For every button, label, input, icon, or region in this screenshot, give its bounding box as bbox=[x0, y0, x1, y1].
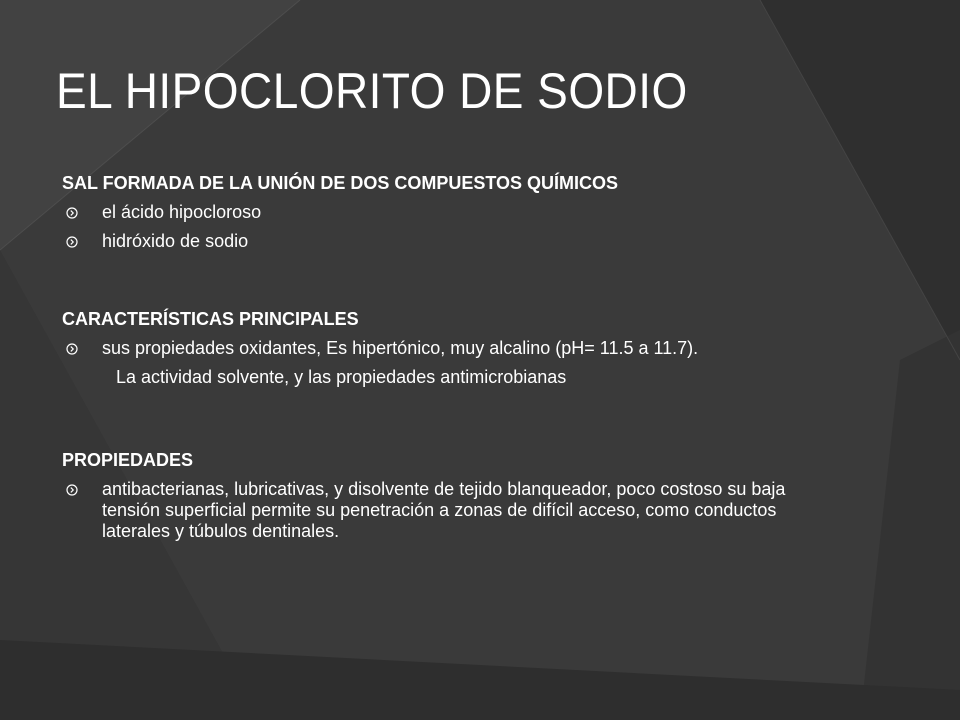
circled-chevron-icon bbox=[66, 236, 78, 248]
bullet-list bbox=[62, 338, 832, 359]
list-item bbox=[62, 479, 832, 542]
bullet-text: sus propiedades oxidantes, Es hipertónico, muy alcalino (pH= 11.5 a 11.7). bbox=[102, 338, 699, 358]
continuation-text: La actividad solvente, y las propiedades antimicrobianas bbox=[116, 367, 567, 387]
circled-chevron-icon bbox=[66, 207, 78, 219]
list-item bbox=[62, 338, 832, 359]
slide-title: EL HIPOCLORITO DE SODIO bbox=[56, 63, 688, 119]
bullet-text: hidróxido de sodio bbox=[102, 231, 249, 251]
slide-content bbox=[62, 172, 832, 542]
bullet-list bbox=[62, 202, 832, 252]
section-heading: SAL FORMADA DE LA UNIÓN DE DOS COMPUESTOS QUÍMICOS bbox=[62, 173, 619, 193]
bullet-text: antibacterianas, lubricativas, y disolvente de tejido blanqueador, poco costoso su baja tensión superficial permite su penetración a zonas de difícil acceso, como conductos laterales y túbulos dentinales. bbox=[102, 479, 786, 541]
list-item bbox=[62, 202, 832, 223]
section-characteristics bbox=[62, 308, 832, 388]
list-item bbox=[62, 231, 832, 252]
section-heading: PROPIEDADES bbox=[62, 450, 194, 470]
section-heading: CARACTERÍSTICAS PRINCIPALES bbox=[62, 309, 359, 329]
section-properties bbox=[62, 449, 832, 542]
bullet-text: el ácido hipocloroso bbox=[102, 202, 262, 222]
circled-chevron-icon bbox=[66, 484, 78, 496]
circled-chevron-icon bbox=[66, 343, 78, 355]
bullet-list bbox=[62, 479, 832, 542]
section-composition bbox=[62, 172, 832, 252]
